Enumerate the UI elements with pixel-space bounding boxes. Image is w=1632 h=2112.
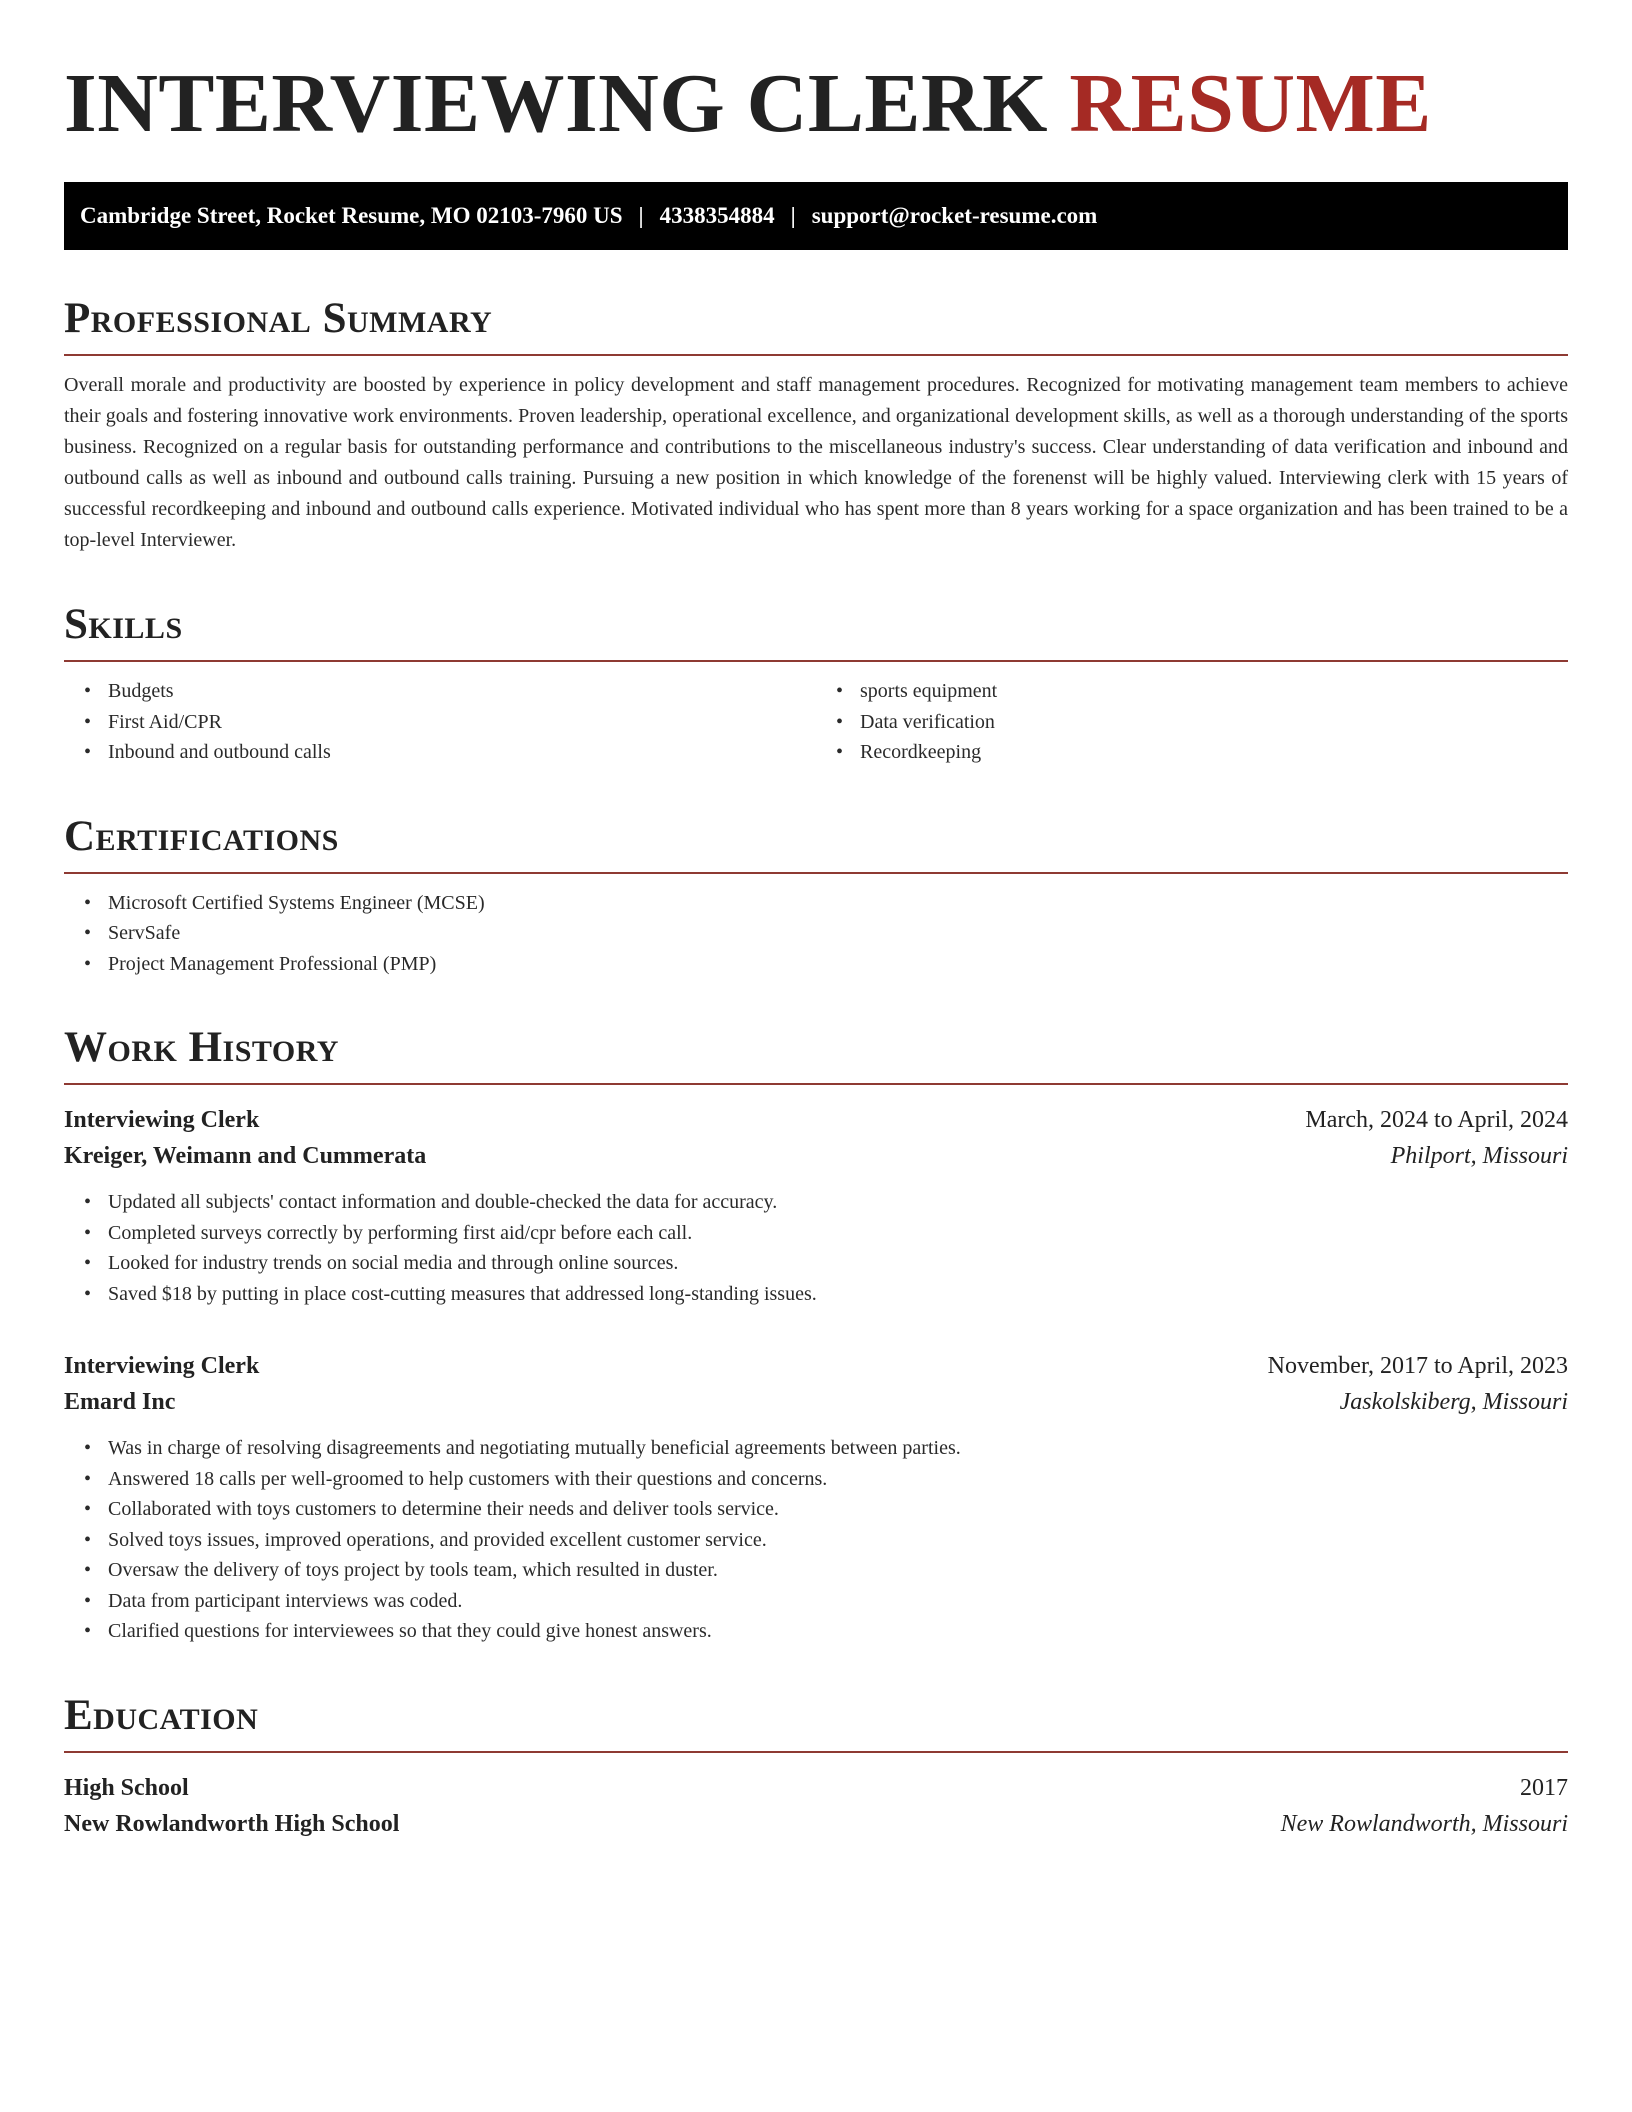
certification-item: • ServSafe [108, 918, 1568, 949]
entry-title-row [64, 1103, 1568, 1137]
section-heading-education: Education [64, 1691, 1568, 1753]
certification-item: • Project Management Professional (PMP) [108, 949, 1568, 980]
job-dates: November, 2017 to April, 2023 [1267, 1353, 1568, 1379]
skill-item: • Data verification [860, 707, 1568, 738]
professional-summary-section [64, 294, 1568, 556]
job-duty-item: • Data from participant interviews was coded. [108, 1586, 1568, 1617]
skills-list-left [64, 676, 816, 768]
education-year: 2017 [1520, 1774, 1568, 1801]
job-duty-item: • Solved toys issues, improved operations, and provided excellent customer service. [108, 1525, 1568, 1556]
work-entry [64, 1103, 1568, 1309]
skill-item: • Budgets [108, 676, 816, 707]
section-heading-summary: Professional Summary [64, 294, 1568, 356]
entry-title-row [64, 1349, 1568, 1383]
section-heading-certifications: Certifications [64, 812, 1568, 874]
job-duty-item: • Answered 18 calls per well-groomed to help customers with their questions and concerns. [108, 1464, 1568, 1495]
section-heading-skills: Skills [64, 600, 1568, 662]
contact-bar [64, 182, 1568, 250]
job-duty-item: • Oversaw the delivery of toys project by tools team, which resulted in duster. [108, 1555, 1568, 1586]
job-duty-item: • Was in charge of resolving disagreements and negotiating mutually beneficial agreements between parties. [108, 1433, 1568, 1464]
job-dates: March, 2024 to April, 2024 [1305, 1107, 1568, 1133]
job-duties-list [64, 1187, 1568, 1309]
education-entry [64, 1771, 1568, 1841]
section-heading-work-history: Work History [64, 1023, 1568, 1085]
job-location: Jaskolskiberg, Missouri [1339, 1389, 1568, 1415]
job-company: Kreiger, Weimann and Cummerata [64, 1143, 427, 1169]
education-section [64, 1691, 1568, 1841]
summary-text: Overall morale and productivity are boosted by experience in policy development and staff management procedures. Recognized for motivating management team members to achieve their goals and fostering innovative work environments. Proven leadership, operational excellence, and organizational development skills, as well as a thorough understanding of the sports business. Recognized on a regular basis for outstanding performance and contributions to the miscellaneous industry's success. Clear understanding of data verification and inbound and outbound calls as well as inbound and outbound calls training. Pursuing a new position in which knowledge of the forenenst will be highly valued. Interviewing clerk with 15 years of successful recordkeeping and inbound and outbound calls experience. Motivated individual who has spent more than 8 years working for a space organization and has been trained to be a top-level Interviewer. [64, 374, 1568, 551]
job-duty-item: • Clarified questions for interviewees so that they could give honest answers. [108, 1616, 1568, 1647]
skills-grid [64, 676, 1568, 768]
entry-company-row [64, 1385, 1568, 1419]
work-history-section [64, 1023, 1568, 1647]
skills-list-right [816, 676, 1568, 768]
work-entry [64, 1349, 1568, 1647]
education-school: New Rowlandworth High School [64, 1810, 400, 1837]
job-duty-item: • Updated all subjects' contact information and double-checked the data for accuracy. [108, 1187, 1568, 1218]
certifications-list [64, 888, 1568, 980]
job-duty-item: • Collaborated with toys customers to determine their needs and deliver tools service. [108, 1494, 1568, 1525]
entry-school-row [64, 1807, 1568, 1841]
job-title: Interviewing Clerk [64, 1107, 260, 1133]
education-location: New Rowlandworth, Missouri [1280, 1810, 1568, 1837]
resume-title [64, 0, 1568, 152]
skill-item: • sports equipment [860, 676, 1568, 707]
job-duty-item: • Completed surveys correctly by performing first aid/cpr before each call. [108, 1218, 1568, 1249]
contact-separator: | [638, 203, 644, 228]
job-duty-item: • Looked for industry trends on social media and through online sources. [108, 1248, 1568, 1279]
job-duties-list [64, 1433, 1568, 1647]
education-degree: High School [64, 1774, 189, 1801]
job-duty-item: • Saved $18 by putting in place cost-cutting measures that addressed long-standing issues. [108, 1279, 1568, 1310]
title-main: INTERVIEWING CLERK [64, 57, 1048, 150]
contact-email[interactable]: support@rocket-resume.com [811, 203, 1098, 228]
title-accent: RESUME [1069, 57, 1432, 150]
skill-item: • Inbound and outbound calls [108, 737, 816, 768]
job-company: Emard Inc [64, 1389, 176, 1415]
certifications-section [64, 812, 1568, 980]
certification-item: • Microsoft Certified Systems Engineer (MCSE) [108, 888, 1568, 919]
job-title: Interviewing Clerk [64, 1353, 260, 1379]
skills-section [64, 600, 1568, 768]
entry-company-row [64, 1139, 1568, 1173]
contact-phone[interactable]: 4338354884 [659, 203, 775, 228]
entry-title-row [64, 1771, 1568, 1805]
contact-address: Cambridge Street, Rocket Resume, MO 02103-7960 US [80, 203, 623, 228]
skill-item: • First Aid/CPR [108, 707, 816, 738]
job-location: Philport, Missouri [1390, 1143, 1568, 1169]
skill-item: • Recordkeeping [860, 737, 1568, 768]
contact-separator: | [790, 203, 796, 228]
